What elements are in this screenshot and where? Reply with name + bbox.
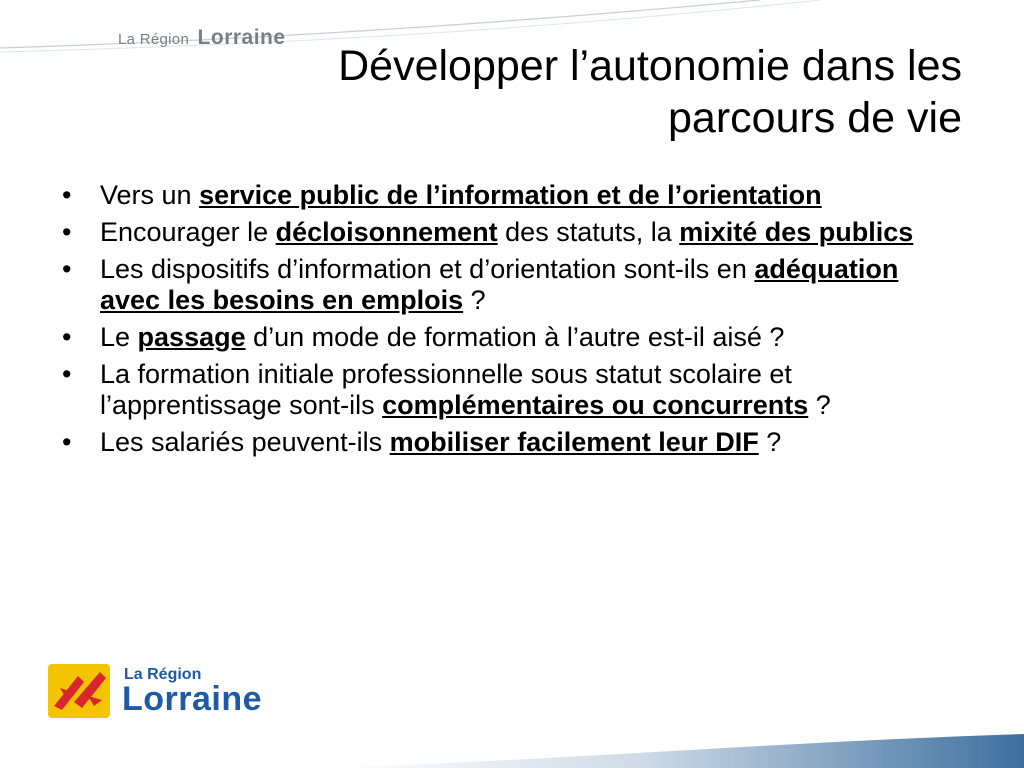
bullet-text: ? bbox=[808, 390, 831, 420]
bullet-dot: • bbox=[62, 180, 72, 210]
bullet-list bbox=[62, 180, 962, 464]
bullet-item bbox=[62, 180, 962, 211]
bullet-text: des statuts, la bbox=[497, 217, 680, 247]
bullet-emphasis: mobiliser facilement leur DIF bbox=[389, 427, 759, 457]
bullet-text: d’un mode de formation à l’autre est-il aisé ? bbox=[245, 322, 785, 352]
header-brand-big: Lorraine bbox=[197, 26, 286, 49]
bullet-dot: • bbox=[62, 322, 72, 352]
bullet-dot: • bbox=[62, 254, 72, 284]
slide-title bbox=[202, 40, 962, 144]
bullet-dot: • bbox=[62, 427, 72, 457]
bullet-item bbox=[62, 427, 962, 458]
bullet-text: Les salariés peuvent-ils bbox=[100, 427, 390, 457]
bullet-emphasis: mixité des publics bbox=[679, 217, 914, 247]
bullet-text: Les dispositifs d’information et d’orientation sont-ils en bbox=[100, 254, 755, 284]
bullet-emphasis: complémentaires ou concurrents bbox=[382, 390, 809, 420]
bullet-text: La formation initiale professionnelle sous statut scolaire et l’apprentissage sont-ils bbox=[100, 359, 792, 420]
bullet-dot: • bbox=[62, 217, 72, 247]
bullet-emphasis: service public de l’information et de l’orientation bbox=[199, 180, 822, 210]
footer-logo-small: La Région bbox=[124, 666, 202, 683]
bottom-wave-decoration bbox=[0, 700, 1024, 768]
header-brand-small: La Région bbox=[118, 31, 190, 48]
bullet-emphasis: adéquation avec les besoins en emplois bbox=[100, 254, 899, 315]
bullet-dot: • bbox=[62, 359, 72, 389]
slide-title-line2: parcours de vie bbox=[668, 94, 962, 142]
bullet-text: Encourager le bbox=[100, 217, 276, 247]
footer-logo-big: Lorraine bbox=[122, 680, 263, 718]
bullet-emphasis: passage bbox=[137, 322, 246, 352]
bullet-item bbox=[62, 254, 962, 316]
bullet-text: Vers un bbox=[100, 180, 200, 210]
bullet-text: Le bbox=[100, 322, 138, 352]
bullet-emphasis: décloisonnement bbox=[275, 217, 498, 247]
bullet-text: ? bbox=[758, 427, 782, 457]
bullet-item bbox=[62, 217, 962, 248]
bullet-item bbox=[62, 359, 962, 421]
bullet-text: ? bbox=[463, 285, 486, 315]
slide-title-line1: Développer l’autonomie dans les bbox=[338, 42, 962, 90]
bullet-item bbox=[62, 322, 962, 353]
